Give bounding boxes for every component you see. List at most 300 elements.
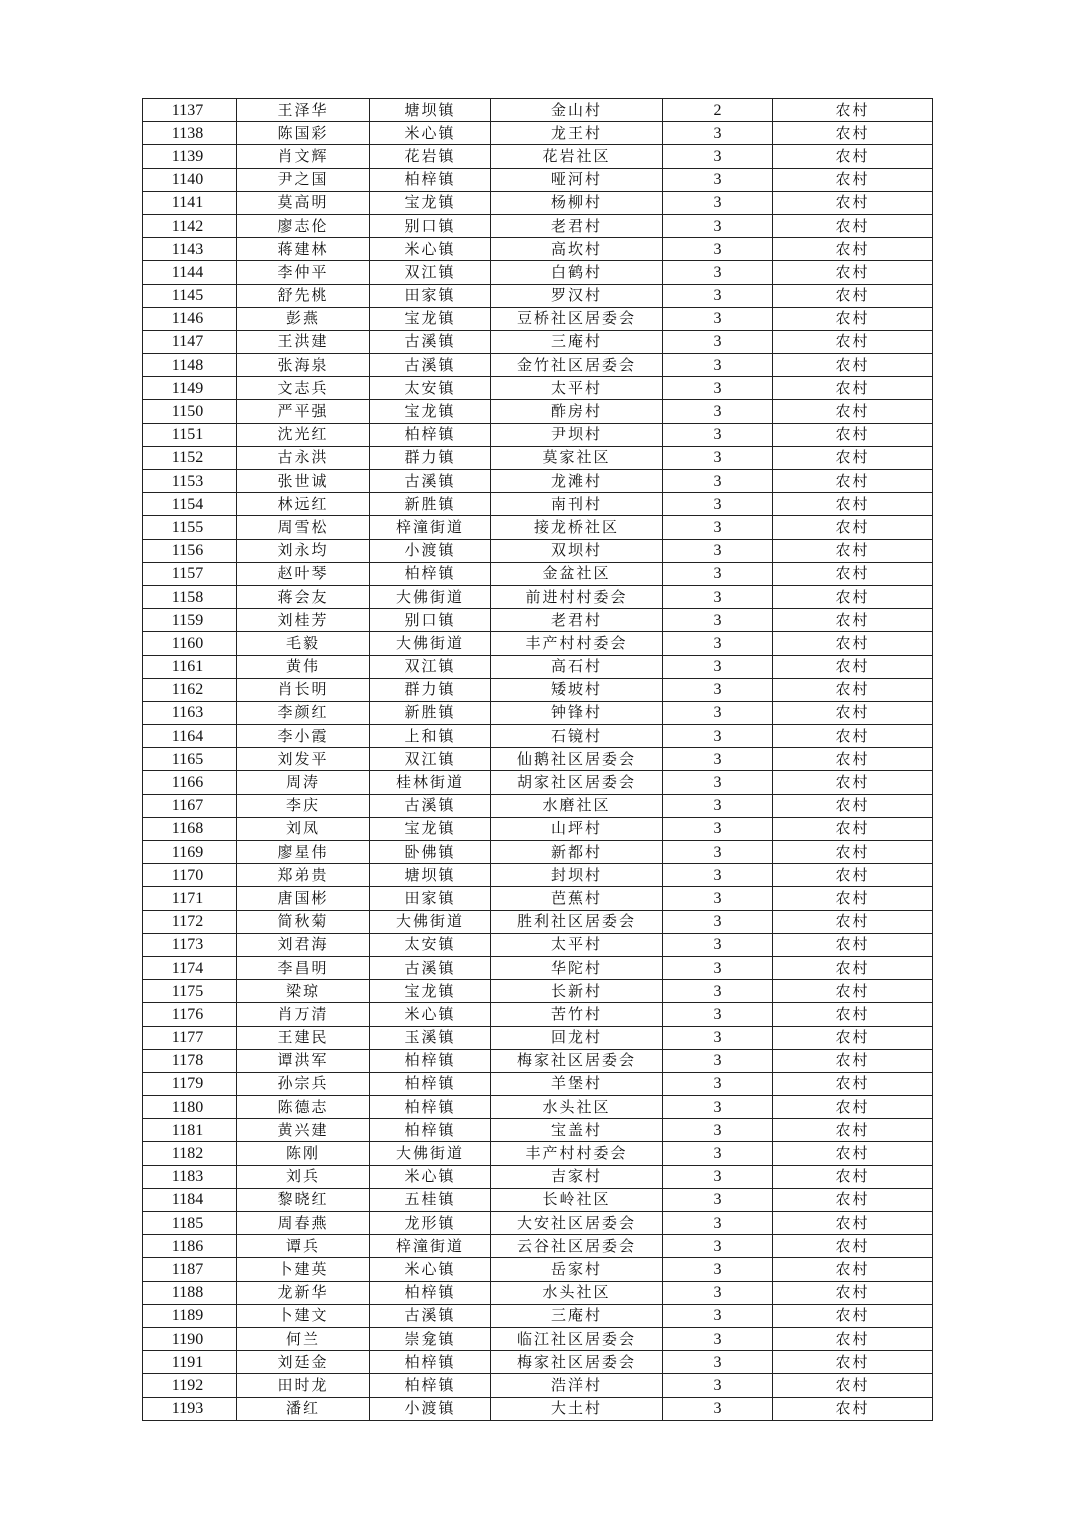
- table-row: [143, 817, 933, 840]
- row-number-cell: 1162: [143, 678, 237, 701]
- row-number-cell: 1154: [143, 493, 237, 516]
- category-cell: 农村: [773, 1142, 933, 1165]
- level-cell: 3: [663, 841, 773, 864]
- category-cell: 农村: [773, 1235, 933, 1258]
- row-number-cell: 1193: [143, 1397, 237, 1420]
- level-cell: 3: [663, 701, 773, 724]
- category-cell: 农村: [773, 1374, 933, 1397]
- village-cell: 山坪村: [491, 817, 663, 840]
- category-cell: 农村: [773, 655, 933, 678]
- town-cell: 上和镇: [370, 725, 491, 748]
- category-cell: 农村: [773, 284, 933, 307]
- town-cell: 双江镇: [370, 655, 491, 678]
- table-row: [143, 771, 933, 794]
- row-number-cell: 1171: [143, 887, 237, 910]
- name-cell: 蒋建林: [237, 238, 370, 261]
- level-cell: 3: [663, 1165, 773, 1188]
- town-cell: 柏梓镇: [370, 1096, 491, 1119]
- name-cell: 谭洪军: [237, 1049, 370, 1072]
- row-number-cell: 1190: [143, 1327, 237, 1350]
- town-cell: 大佛街道: [370, 910, 491, 933]
- row-number-cell: 1151: [143, 423, 237, 446]
- level-cell: 3: [663, 887, 773, 910]
- name-cell: 蒋会友: [237, 585, 370, 608]
- town-cell: 古溪镇: [370, 354, 491, 377]
- name-cell: 肖万清: [237, 1003, 370, 1026]
- table-row: [143, 1258, 933, 1281]
- village-cell: 哑河村: [491, 168, 663, 191]
- town-cell: 柏梓镇: [370, 168, 491, 191]
- village-cell: 酢房村: [491, 400, 663, 423]
- table-row: [143, 794, 933, 817]
- village-cell: 龙滩村: [491, 470, 663, 493]
- name-cell: 王建民: [237, 1026, 370, 1049]
- name-cell: 谭兵: [237, 1235, 370, 1258]
- village-cell: 水头社区: [491, 1281, 663, 1304]
- category-cell: 农村: [773, 864, 933, 887]
- level-cell: 3: [663, 1212, 773, 1235]
- town-cell: 梓潼街道: [370, 516, 491, 539]
- town-cell: 花岩镇: [370, 145, 491, 168]
- village-cell: 老君村: [491, 609, 663, 632]
- town-cell: 柏梓镇: [370, 1374, 491, 1397]
- name-cell: 毛毅: [237, 632, 370, 655]
- name-cell: 周涛: [237, 771, 370, 794]
- name-cell: 陈刚: [237, 1142, 370, 1165]
- village-cell: 罗汉村: [491, 284, 663, 307]
- name-cell: 卜建英: [237, 1258, 370, 1281]
- row-number-cell: 1187: [143, 1258, 237, 1281]
- village-cell: 金山村: [491, 99, 663, 122]
- row-number-cell: 1166: [143, 771, 237, 794]
- level-cell: 3: [663, 771, 773, 794]
- category-cell: 农村: [773, 470, 933, 493]
- category-cell: 农村: [773, 377, 933, 400]
- town-cell: 古溪镇: [370, 330, 491, 353]
- village-cell: 前进村村委会: [491, 585, 663, 608]
- table-row: [143, 1072, 933, 1095]
- row-number-cell: 1141: [143, 191, 237, 214]
- town-cell: 玉溪镇: [370, 1026, 491, 1049]
- village-cell: 羊堡村: [491, 1072, 663, 1095]
- row-number-cell: 1174: [143, 956, 237, 979]
- village-cell: 胜利社区居委会: [491, 910, 663, 933]
- level-cell: 3: [663, 956, 773, 979]
- category-cell: 农村: [773, 771, 933, 794]
- level-cell: 3: [663, 1304, 773, 1327]
- level-cell: 3: [663, 1374, 773, 1397]
- name-cell: 黎晓红: [237, 1188, 370, 1211]
- level-cell: 3: [663, 725, 773, 748]
- table-row: [143, 864, 933, 887]
- category-cell: 农村: [773, 841, 933, 864]
- village-cell: 长岭社区: [491, 1188, 663, 1211]
- name-cell: 田时龙: [237, 1374, 370, 1397]
- level-cell: 3: [663, 400, 773, 423]
- town-cell: 米心镇: [370, 1165, 491, 1188]
- village-cell: 云谷社区居委会: [491, 1235, 663, 1258]
- category-cell: 农村: [773, 609, 933, 632]
- village-cell: 白鹤村: [491, 261, 663, 284]
- roster-table: [142, 98, 933, 1421]
- town-cell: 柏梓镇: [370, 1119, 491, 1142]
- row-number-cell: 1165: [143, 748, 237, 771]
- town-cell: 柏梓镇: [370, 1281, 491, 1304]
- category-cell: 农村: [773, 1096, 933, 1119]
- category-cell: 农村: [773, 1188, 933, 1211]
- table-row: [143, 168, 933, 191]
- category-cell: 农村: [773, 1119, 933, 1142]
- category-cell: 农村: [773, 956, 933, 979]
- row-number-cell: 1186: [143, 1235, 237, 1258]
- category-cell: 农村: [773, 933, 933, 956]
- town-cell: 柏梓镇: [370, 562, 491, 585]
- name-cell: 张世诚: [237, 470, 370, 493]
- name-cell: 刘发平: [237, 748, 370, 771]
- level-cell: 3: [663, 377, 773, 400]
- level-cell: 3: [663, 748, 773, 771]
- table-row: [143, 632, 933, 655]
- level-cell: 3: [663, 1096, 773, 1119]
- category-cell: 农村: [773, 887, 933, 910]
- town-cell: 米心镇: [370, 1258, 491, 1281]
- level-cell: 3: [663, 864, 773, 887]
- row-number-cell: 1175: [143, 980, 237, 1003]
- level-cell: 3: [663, 423, 773, 446]
- category-cell: 农村: [773, 1049, 933, 1072]
- table-row: [143, 470, 933, 493]
- village-cell: 水头社区: [491, 1096, 663, 1119]
- level-cell: 3: [663, 214, 773, 237]
- name-cell: 肖长明: [237, 678, 370, 701]
- row-number-cell: 1143: [143, 238, 237, 261]
- row-number-cell: 1138: [143, 122, 237, 145]
- level-cell: 3: [663, 261, 773, 284]
- name-cell: 李庆: [237, 794, 370, 817]
- table-row: [143, 99, 933, 122]
- village-cell: 双坝村: [491, 539, 663, 562]
- row-number-cell: 1142: [143, 214, 237, 237]
- name-cell: 彭燕: [237, 307, 370, 330]
- name-cell: 李颜红: [237, 701, 370, 724]
- table-row: [143, 1119, 933, 1142]
- name-cell: 刘桂芳: [237, 609, 370, 632]
- town-cell: 梓潼街道: [370, 1235, 491, 1258]
- name-cell: 林远红: [237, 493, 370, 516]
- name-cell: 严平强: [237, 400, 370, 423]
- name-cell: 廖星伟: [237, 841, 370, 864]
- level-cell: 3: [663, 446, 773, 469]
- table-row: [143, 655, 933, 678]
- town-cell: 宝龙镇: [370, 980, 491, 1003]
- name-cell: 王洪建: [237, 330, 370, 353]
- table-row: [143, 516, 933, 539]
- village-cell: 豆桥社区居委会: [491, 307, 663, 330]
- name-cell: 黄兴建: [237, 1119, 370, 1142]
- level-cell: 3: [663, 1327, 773, 1350]
- table-row: [143, 1351, 933, 1374]
- row-number-cell: 1168: [143, 817, 237, 840]
- table-row: [143, 191, 933, 214]
- table-row: [143, 910, 933, 933]
- level-cell: 3: [663, 1351, 773, 1374]
- name-cell: 刘永均: [237, 539, 370, 562]
- village-cell: 尹坝村: [491, 423, 663, 446]
- table-row: [143, 1212, 933, 1235]
- level-cell: 3: [663, 655, 773, 678]
- level-cell: 3: [663, 562, 773, 585]
- town-cell: 小渡镇: [370, 539, 491, 562]
- level-cell: 3: [663, 1119, 773, 1142]
- town-cell: 大佛街道: [370, 1142, 491, 1165]
- village-cell: 莫家社区: [491, 446, 663, 469]
- row-number-cell: 1179: [143, 1072, 237, 1095]
- town-cell: 宝龙镇: [370, 817, 491, 840]
- village-cell: 丰产村村委会: [491, 1142, 663, 1165]
- row-number-cell: 1188: [143, 1281, 237, 1304]
- category-cell: 农村: [773, 701, 933, 724]
- name-cell: 肖文辉: [237, 145, 370, 168]
- village-cell: 回龙村: [491, 1026, 663, 1049]
- table-row: [143, 1304, 933, 1327]
- table-row: [143, 585, 933, 608]
- category-cell: 农村: [773, 261, 933, 284]
- category-cell: 农村: [773, 585, 933, 608]
- row-number-cell: 1192: [143, 1374, 237, 1397]
- name-cell: 周春燕: [237, 1212, 370, 1235]
- level-cell: 3: [663, 1049, 773, 1072]
- level-cell: 3: [663, 284, 773, 307]
- name-cell: 沈光红: [237, 423, 370, 446]
- roster-table-body: [143, 99, 933, 1421]
- name-cell: 何兰: [237, 1327, 370, 1350]
- table-row: [143, 307, 933, 330]
- table-row: [143, 446, 933, 469]
- village-cell: 太平村: [491, 377, 663, 400]
- row-number-cell: 1140: [143, 168, 237, 191]
- village-cell: 吉家村: [491, 1165, 663, 1188]
- village-cell: 大土村: [491, 1397, 663, 1420]
- name-cell: 李昌明: [237, 956, 370, 979]
- category-cell: 农村: [773, 446, 933, 469]
- table-row: [143, 1235, 933, 1258]
- table-row: [143, 1026, 933, 1049]
- table-row: [143, 956, 933, 979]
- name-cell: 简秋菊: [237, 910, 370, 933]
- category-cell: 农村: [773, 1003, 933, 1026]
- village-cell: 梅家社区居委会: [491, 1351, 663, 1374]
- row-number-cell: 1139: [143, 145, 237, 168]
- name-cell: 刘凤: [237, 817, 370, 840]
- table-row: [143, 1049, 933, 1072]
- category-cell: 农村: [773, 910, 933, 933]
- table-row: [143, 284, 933, 307]
- village-cell: 老君村: [491, 214, 663, 237]
- table-row: [143, 562, 933, 585]
- village-cell: 仙鹅社区居委会: [491, 748, 663, 771]
- table-row: [143, 701, 933, 724]
- category-cell: 农村: [773, 562, 933, 585]
- category-cell: 农村: [773, 214, 933, 237]
- level-cell: 3: [663, 1235, 773, 1258]
- name-cell: 唐国彬: [237, 887, 370, 910]
- row-number-cell: 1167: [143, 794, 237, 817]
- town-cell: 柏梓镇: [370, 1072, 491, 1095]
- town-cell: 古溪镇: [370, 794, 491, 817]
- category-cell: 农村: [773, 632, 933, 655]
- row-number-cell: 1155: [143, 516, 237, 539]
- name-cell: 刘君海: [237, 933, 370, 956]
- table-row: [143, 1374, 933, 1397]
- row-number-cell: 1159: [143, 609, 237, 632]
- town-cell: 双江镇: [370, 748, 491, 771]
- name-cell: 赵叶琴: [237, 562, 370, 585]
- table-row: [143, 887, 933, 910]
- level-cell: 3: [663, 632, 773, 655]
- row-number-cell: 1173: [143, 933, 237, 956]
- table-row: [143, 330, 933, 353]
- village-cell: 胡家社区居委会: [491, 771, 663, 794]
- table-row: [143, 609, 933, 632]
- level-cell: 3: [663, 585, 773, 608]
- town-cell: 双江镇: [370, 261, 491, 284]
- table-row: [143, 980, 933, 1003]
- table-row: [143, 1281, 933, 1304]
- town-cell: 大佛街道: [370, 632, 491, 655]
- category-cell: 农村: [773, 1351, 933, 1374]
- row-number-cell: 1191: [143, 1351, 237, 1374]
- town-cell: 塘坝镇: [370, 864, 491, 887]
- village-cell: 临江社区居委会: [491, 1327, 663, 1350]
- table-row: [143, 1165, 933, 1188]
- village-cell: 太平村: [491, 933, 663, 956]
- level-cell: 3: [663, 817, 773, 840]
- town-cell: 米心镇: [370, 1003, 491, 1026]
- name-cell: 李小霞: [237, 725, 370, 748]
- name-cell: 李仲平: [237, 261, 370, 284]
- name-cell: 莫高明: [237, 191, 370, 214]
- level-cell: 3: [663, 1072, 773, 1095]
- row-number-cell: 1185: [143, 1212, 237, 1235]
- table-row: [143, 1096, 933, 1119]
- category-cell: 农村: [773, 1397, 933, 1420]
- category-cell: 农村: [773, 238, 933, 261]
- table-row: [143, 933, 933, 956]
- table-row: [143, 377, 933, 400]
- village-cell: 新都村: [491, 841, 663, 864]
- town-cell: 古溪镇: [370, 1304, 491, 1327]
- town-cell: 田家镇: [370, 284, 491, 307]
- category-cell: 农村: [773, 1212, 933, 1235]
- category-cell: 农村: [773, 1072, 933, 1095]
- name-cell: 廖志伦: [237, 214, 370, 237]
- category-cell: 农村: [773, 539, 933, 562]
- row-number-cell: 1177: [143, 1026, 237, 1049]
- table-row: [143, 748, 933, 771]
- village-cell: 接龙桥社区: [491, 516, 663, 539]
- village-cell: 苦竹村: [491, 1003, 663, 1026]
- town-cell: 群力镇: [370, 446, 491, 469]
- category-cell: 农村: [773, 1304, 933, 1327]
- row-number-cell: 1184: [143, 1188, 237, 1211]
- village-cell: 南刊村: [491, 493, 663, 516]
- row-number-cell: 1144: [143, 261, 237, 284]
- level-cell: 3: [663, 1258, 773, 1281]
- name-cell: 龙新华: [237, 1281, 370, 1304]
- level-cell: 3: [663, 168, 773, 191]
- table-row: [143, 1397, 933, 1420]
- category-cell: 农村: [773, 493, 933, 516]
- row-number-cell: 1189: [143, 1304, 237, 1327]
- village-cell: 芭蕉村: [491, 887, 663, 910]
- village-cell: 金竹社区居委会: [491, 354, 663, 377]
- town-cell: 大佛街道: [370, 585, 491, 608]
- row-number-cell: 1161: [143, 655, 237, 678]
- category-cell: 农村: [773, 725, 933, 748]
- village-cell: 龙王村: [491, 122, 663, 145]
- village-cell: 钟锋村: [491, 701, 663, 724]
- row-number-cell: 1160: [143, 632, 237, 655]
- town-cell: 小渡镇: [370, 1397, 491, 1420]
- row-number-cell: 1149: [143, 377, 237, 400]
- level-cell: 3: [663, 493, 773, 516]
- level-cell: 3: [663, 122, 773, 145]
- level-cell: 3: [663, 1026, 773, 1049]
- name-cell: 文志兵: [237, 377, 370, 400]
- town-cell: 米心镇: [370, 122, 491, 145]
- town-cell: 田家镇: [370, 887, 491, 910]
- village-cell: 长新村: [491, 980, 663, 1003]
- village-cell: 矮坡村: [491, 678, 663, 701]
- village-cell: 花岩社区: [491, 145, 663, 168]
- village-cell: 三庵村: [491, 330, 663, 353]
- level-cell: 3: [663, 980, 773, 1003]
- village-cell: 杨柳村: [491, 191, 663, 214]
- row-number-cell: 1170: [143, 864, 237, 887]
- level-cell: 3: [663, 1003, 773, 1026]
- category-cell: 农村: [773, 1258, 933, 1281]
- row-number-cell: 1148: [143, 354, 237, 377]
- table-row: [143, 238, 933, 261]
- village-cell: 华陀村: [491, 956, 663, 979]
- village-cell: 岳家村: [491, 1258, 663, 1281]
- row-number-cell: 1169: [143, 841, 237, 864]
- town-cell: 别口镇: [370, 609, 491, 632]
- table-row: [143, 354, 933, 377]
- row-number-cell: 1137: [143, 99, 237, 122]
- table-row: [143, 122, 933, 145]
- row-number-cell: 1147: [143, 330, 237, 353]
- table-row: [143, 214, 933, 237]
- row-number-cell: 1183: [143, 1165, 237, 1188]
- category-cell: 农村: [773, 307, 933, 330]
- level-cell: 3: [663, 910, 773, 933]
- category-cell: 农村: [773, 191, 933, 214]
- table-row: [143, 1188, 933, 1211]
- village-cell: 石镜村: [491, 725, 663, 748]
- category-cell: 农村: [773, 1327, 933, 1350]
- row-number-cell: 1146: [143, 307, 237, 330]
- row-number-cell: 1158: [143, 585, 237, 608]
- category-cell: 农村: [773, 817, 933, 840]
- row-number-cell: 1182: [143, 1142, 237, 1165]
- name-cell: 潘红: [237, 1397, 370, 1420]
- table-row: [143, 841, 933, 864]
- town-cell: 太安镇: [370, 933, 491, 956]
- level-cell: 2: [663, 99, 773, 122]
- name-cell: 尹之国: [237, 168, 370, 191]
- table-row: [143, 423, 933, 446]
